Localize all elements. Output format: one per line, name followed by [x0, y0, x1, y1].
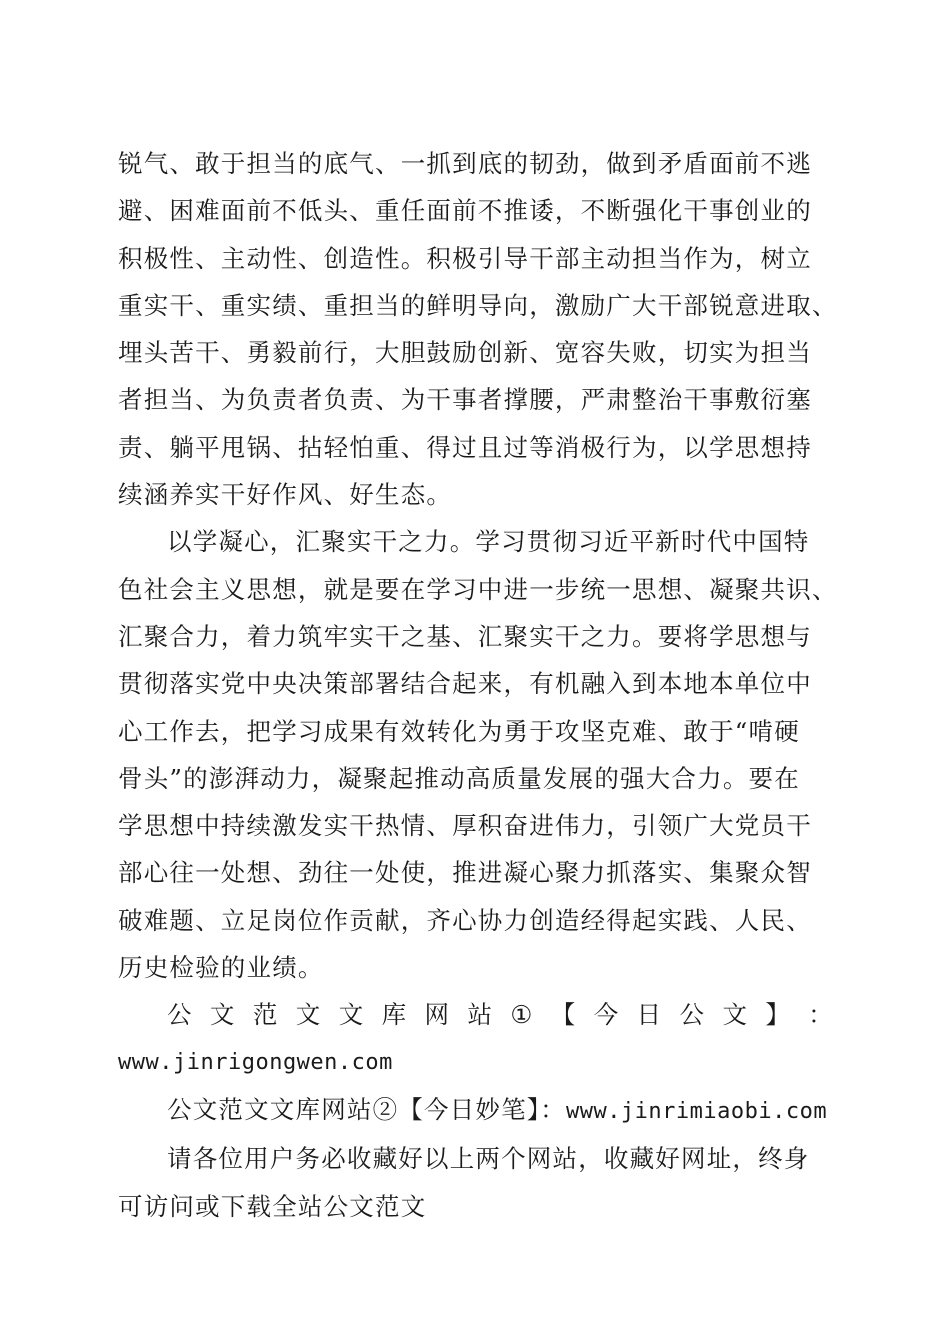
site-one-label-char: 站: [467, 1000, 494, 1030]
site-one-label-char: 文: [209, 1000, 236, 1030]
site-one-label-char: 网: [424, 1000, 451, 1030]
site-one-label-char: 【: [550, 1000, 577, 1030]
text-line: 避、困难面前不低头、重任面前不推诿，不断强化干事创业的: [118, 196, 812, 226]
text-line: 破难题、立足岗位作贡献，齐心协力创造经得起实践、人民、: [118, 905, 812, 935]
site-one-label-char: 公: [167, 1000, 193, 1030]
body-paragraph-1: [118, 140, 838, 518]
text-line: 者担当、为负责者负责、为干事者撑腰，严肃整治干事敷衍塞: [118, 385, 812, 415]
site-one-label-char: ：: [808, 1000, 834, 1030]
site-one-label-char: 库: [381, 1000, 408, 1030]
text-line: 汇聚合力，着力筑牢实干之基、汇聚实干之力。要将学思想与: [118, 621, 812, 651]
text-line: 重实干、重实绩、重担当的鲜明导向，激励广大干部锐意进取、: [118, 290, 838, 320]
body-paragraph-2: [118, 518, 838, 991]
text-line: 色社会主义思想，就是要在学习中进一步统一思想、凝聚共识、: [118, 574, 838, 604]
site-one-label-char: 今: [593, 1000, 620, 1030]
site-one-label-char: 文: [295, 1000, 322, 1030]
text-line: 埋头苦干、勇毅前行，大胆鼓励创新、宽容失败，切实为担当: [118, 338, 812, 368]
text-line: 积极性、主动性、创造性。积极引导干部主动担当作为，树立: [118, 243, 812, 273]
document-page: [118, 140, 838, 1230]
site-one-label: [118, 991, 834, 1038]
site-one-label-char: 文: [338, 1000, 365, 1030]
notice-line: 可访问或下载全站公文范文: [118, 1191, 427, 1221]
text-line: 责、躺平甩锅、拈轻怕重、得过且过等消极行为，以学思想持: [118, 432, 812, 462]
site-two-line: [118, 1086, 834, 1135]
text-line: 学思想中持续激发实干热情、厚积奋进伟力，引领广大党员干: [118, 811, 812, 841]
site-one-label-char: 文: [722, 1000, 749, 1030]
site-two-url[interactable]: www.jinrimiaobi.com: [565, 1098, 828, 1124]
site-one-label-char: 公: [679, 1000, 706, 1030]
site-two-paragraph: [118, 1086, 834, 1135]
notice-line: 请各位用户务必收藏好以上两个网站，收藏好网址，终身: [167, 1144, 810, 1174]
site-one-label-char: 范: [252, 1000, 279, 1030]
text-line: 部心往一处想、劲往一处使，推进凝心聚力抓落实、集聚众智: [118, 858, 812, 888]
text-line: 以学凝心，汇聚实干之力。学习贯彻习近平新时代中国特: [167, 527, 810, 557]
site-one-label-char: 】: [765, 1000, 792, 1030]
text-line: 贯彻落实党中央决策部署结合起来，有机融入到本地本单位中: [118, 669, 812, 699]
site-one-label-char: 日: [636, 1000, 663, 1030]
site-one-url[interactable]: www.jinrigongwen.com: [118, 1049, 393, 1075]
site-one-label-char: ①: [510, 1000, 534, 1030]
notice-paragraph: [118, 1135, 834, 1230]
text-line: 锐气、敢于担当的底气、一抓到底的韧劲，做到矛盾面前不逃: [118, 149, 812, 178]
text-line: 续涵养实干好作风、好生态。: [118, 480, 453, 510]
site-two-label: 公文范文文库网站②【今日妙笔】：: [167, 1094, 566, 1124]
text-line: 心工作去，把学习成果有效转化为勇于攻坚克难、敢于“啃硬: [118, 716, 800, 746]
site-one-paragraph: [118, 991, 834, 1086]
text-line: 骨头”的澎湃动力，凝聚起推动高质量发展的强大合力。要在: [118, 763, 800, 793]
text-line: 历史检验的业绩。: [118, 953, 324, 983]
